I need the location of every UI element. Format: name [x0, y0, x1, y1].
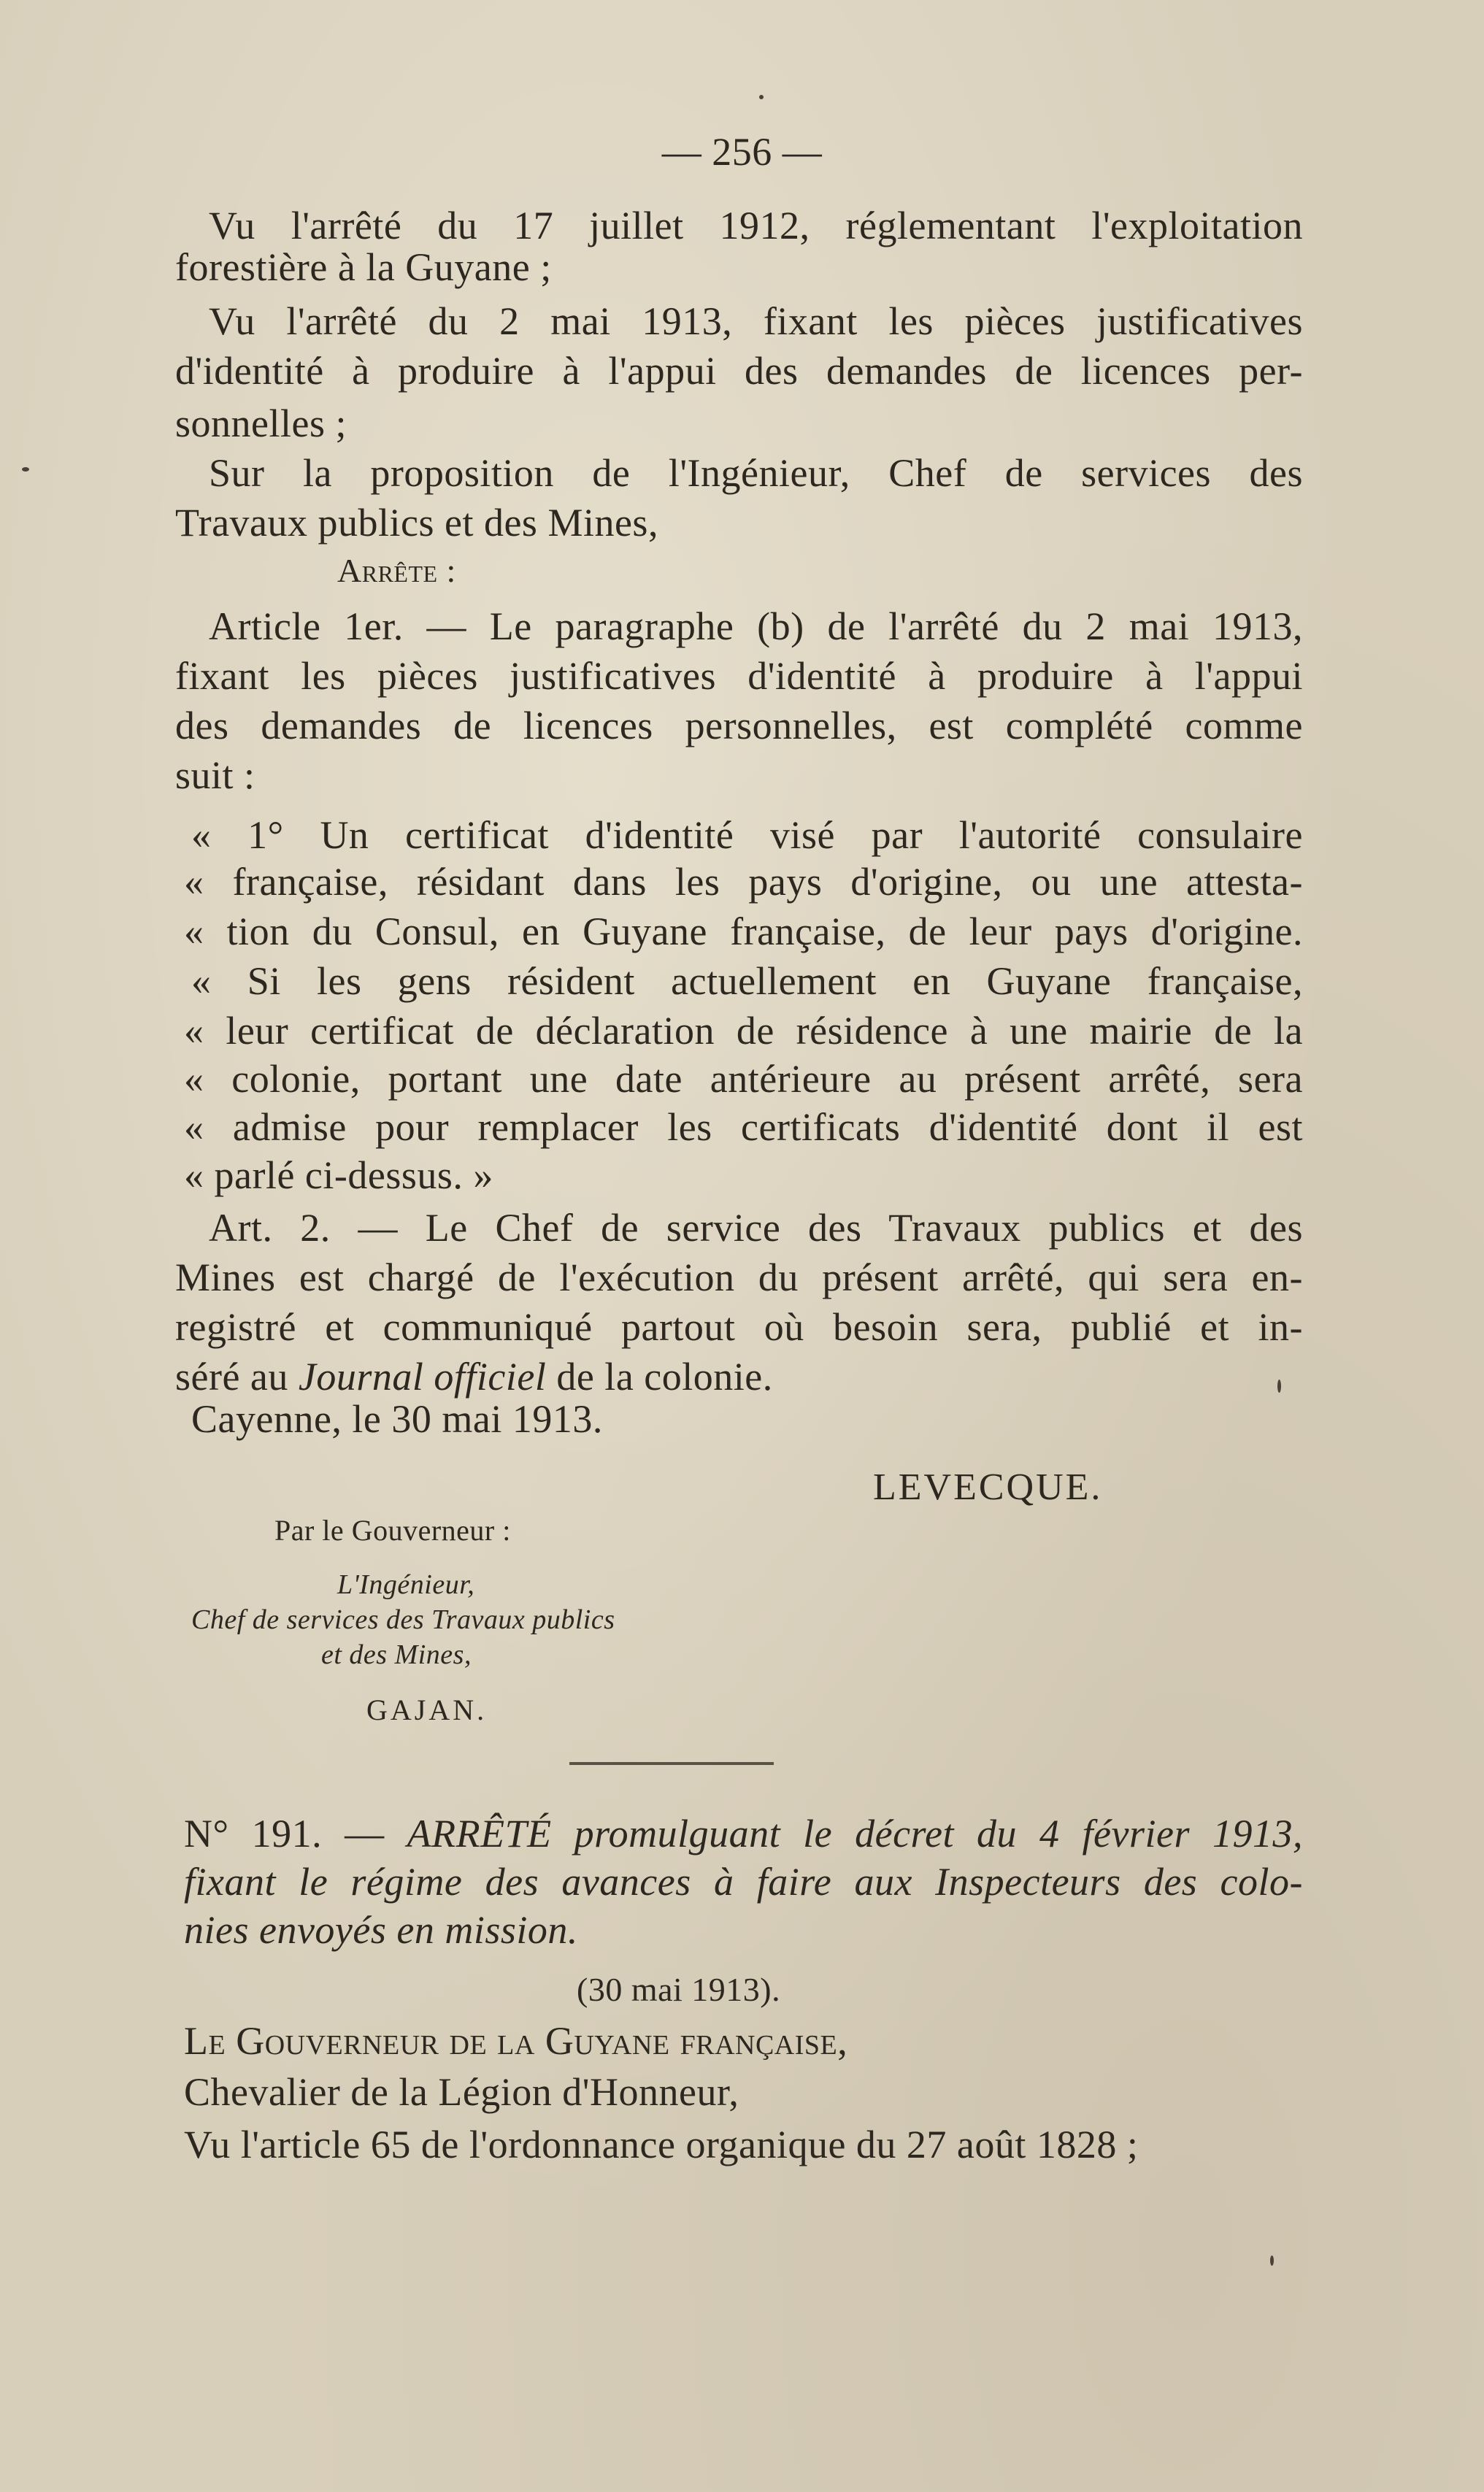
quoted-line: « parlé ci-dessus. »: [184, 1153, 493, 1197]
ink-speck: [22, 467, 29, 472]
signature-title: et des Mines,: [321, 1639, 472, 1670]
quoted-line: « 1° Un certificat d'identité visé par l'autorité consulaire: [191, 813, 1303, 857]
text-fragment: séré au: [175, 1355, 299, 1399]
decree-date: (30 mai 1913).: [577, 1971, 781, 2008]
signature-by: Par le Gouverneur :: [274, 1514, 511, 1547]
text-line: forestière à la Guyane ;: [175, 245, 552, 289]
decree-title-line: fixant le régime des avances à faire aux Inspecteurs des colo-: [184, 1860, 1303, 1904]
ink-speck: [1277, 1380, 1281, 1393]
decree-title: ARRÊTÉ promulguant le décret du 4 février 1913,: [407, 1812, 1303, 1855]
signature-title: L'Ingénieur,: [337, 1569, 475, 1600]
quoted-line: « Si les gens résident actuellement en Guyane française,: [191, 959, 1303, 1003]
text-line: d'identité à produire à l'appui des demandes de licences per-: [175, 349, 1303, 393]
journal-title: Journal officiel: [298, 1355, 547, 1399]
page-number: — 256 —: [661, 130, 823, 174]
text-line: Vu l'arrêté du 17 juillet 1912, réglementant l'exploitation: [209, 204, 1303, 247]
engineer-signature: GAJAN.: [366, 1693, 488, 1726]
quoted-line: « française, résidant dans les pays d'origine, ou une attesta-: [184, 860, 1303, 904]
decree-title-line: nies envoyés en mission.: [184, 1908, 578, 1952]
quoted-line: « leur certificat de déclaration de résidence à une mairie de la: [184, 1009, 1303, 1053]
text-line: [175, 1353, 1303, 1400]
quoted-line: « admise pour remplacer les certificats d'identité dont il est: [184, 1105, 1303, 1149]
separator-rule: [569, 1762, 774, 1765]
text-line: Travaux publics et des Mines,: [175, 501, 658, 545]
ink-speck: [759, 95, 764, 99]
text-line: Art. 2. — Le Chef de service des Travaux publics et des: [209, 1206, 1303, 1250]
decree-title-line: [184, 1810, 1303, 1857]
decree-line: Le Gouverneur de la Guyane française,: [184, 2019, 848, 2063]
decree-line: Vu l'article 65 de l'ordonnance organique du 27 août 1828 ;: [184, 2123, 1139, 2166]
decree-line: Chevalier de la Légion d'Honneur,: [184, 2070, 739, 2114]
text-fragment: de la colonie.: [546, 1355, 773, 1399]
ink-speck: [1270, 2256, 1274, 2266]
decree-number: N° 191. —: [184, 1812, 407, 1855]
text-line: registré et communiqué partout où besoin sera, publié et in-: [175, 1305, 1303, 1349]
text-line: des demandes de licences personnelles, est complété comme: [175, 704, 1303, 747]
text-line: sonnelles ;: [175, 401, 347, 445]
signature-title: Chef de services des Travaux publics: [191, 1604, 615, 1635]
governor-signature: LEVECQUE.: [873, 1466, 1103, 1508]
quoted-line: « tion du Consul, en Guyane française, de leur pays d'origine.: [184, 909, 1303, 953]
text-line: Sur la proposition de l'Ingénieur, Chef de services des: [209, 451, 1303, 495]
text-line: suit :: [175, 753, 255, 797]
text-line: Article 1er. — Le paragraphe (b) de l'arrêté du 2 mai 1913,: [209, 604, 1303, 648]
quoted-line: « colonie, portant une date antérieure au présent arrêté, sera: [184, 1057, 1303, 1101]
text-line: Mines est chargé de l'exécution du présent arrêté, qui sera en-: [175, 1255, 1303, 1299]
date-place: Cayenne, le 30 mai 1913.: [191, 1397, 603, 1441]
text-line: Vu l'arrêté du 2 mai 1913, fixant les pièces justificatives: [209, 299, 1303, 343]
arrete-heading: Arrête :: [337, 552, 456, 589]
text-line: fixant les pièces justificatives d'identité à produire à l'appui: [175, 654, 1303, 698]
